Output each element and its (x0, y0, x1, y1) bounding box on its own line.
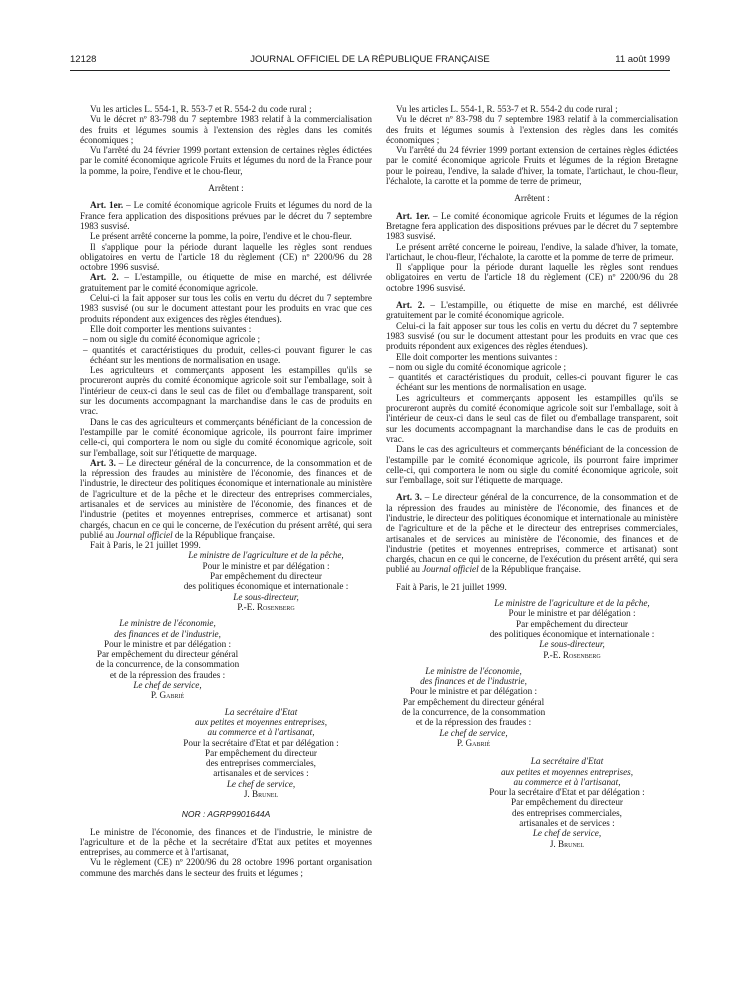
visa: Vu le décret nº 83-798 du 7 septembre 1983 relatif à la commercialisation des fruits et légumes soumis à l'extension des règles dans les comités économiques ; (80, 114, 372, 145)
article-label: Art. 1er. (396, 210, 430, 221)
signature-block-pme: La secrétaire d'Etat aux petites et moyennes entreprises, au commerce et à l'artisanat, Pour la secrétaire d'Etat et par délégation : Par empêchement du directeur des entreprises commerciales, artisanales et de services : Le chef de service, J. Brunel (150, 707, 372, 800)
article-2: Art. 2. – L'estampille, ou étiquette de mise en marché, est délivrée gratuitement par le comité économique agricole. (80, 272, 372, 293)
issue-date: 11 août 1999 (615, 54, 670, 65)
paragraph: Celui-ci la fait apposer sur tous les colis en vertu du décret du 7 septembre 1983 susvisé (ou sur le document attestant pour les produits en vrac que ces produits répondent aux exigences des règles étendues). (386, 320, 678, 352)
paragraph: Le présent arrêté concerne la pomme, la poire, l'endive et le chou-fleur. (90, 231, 352, 242)
paragraph: Le présent arrêté concerne le poireau, l'endive, la salade d'hiver, la tomate, l'artichaut, le chou-fleur, l'échalote, la carotte et la pomme de terre de primeur. (386, 241, 678, 262)
signature-block-economie: Le ministre de l'économie, des finances et de l'industrie, Pour le ministre et par délégation : Par empêchement du directeur général de la concurrence, de la consommation et de la répression des fraudes : Le chef de service, P. Gabrié (80, 618, 255, 700)
list-item: – nom ou sigle du comité économique agricole ; (80, 334, 372, 344)
signature-block-agriculture: Le ministre de l'agriculture et de la pêche, Pour le ministre et par délégation : Par empêchement du directeur des politiques économique et internationale : Le sous-directeur, P.-E. Rosenberg (466, 598, 678, 660)
fait-a-paris: Fait à Paris, le 21 juillet 1999. (90, 540, 201, 551)
visa: Vu le décret nº 83-798 du 7 septembre 1983 relatif à la commercialisation des fruits et légumes soumis à l'extension des règles dans les comités économiques ; (386, 114, 678, 145)
signature-block-agriculture: Le ministre de l'agriculture et de la pêche, Pour le ministre et par délégation : Par empêchement du directeur des politiques économique et internationale : Le sous-directeur, P.-E. Rosenberg (160, 550, 372, 612)
paragraph: Il s'applique pour la période durant laquelle les règles sont rendues obligatoires en vertu de l'article 18 du règlement (CE) nº 2200/96 du 28 octobre 1996 susvisé. (386, 262, 678, 293)
left-column (80, 104, 372, 878)
signature-block-economie: Le ministre de l'économie, des finances et de l'industrie, Pour le ministre et par délégation : Par empêchement du directeur général de la concurrence, de la consommation et de la répression des fraudes : Le chef de service, P. Gabrié (386, 666, 561, 748)
article-2: Art. 2. – L'estampille, ou étiquette de mise en marché, est délivrée gratuitement par le comité économique agricole. (386, 300, 678, 321)
arretent-heading: Arrêtent : (208, 183, 244, 194)
signatory-name: P. Gabrié (150, 690, 185, 701)
signatory-name: P. Gabrié (456, 737, 491, 748)
article-label: Art. 1er. (90, 200, 124, 211)
paragraph: Les agriculteurs et commerçants apposent les estampilles qu'ils se procureront auprès du comité économique agricole soit sur l'emballage, soit à l'intérieur de ceux-ci dans le seul cas de filet ou d'emballage transparent, soit sur les documents accompagnant la marchandise dans le cas de produits en vrac. (80, 365, 372, 417)
fait-a-paris: Fait à Paris, le 21 juillet 1999. (396, 581, 507, 592)
article-1: Art. 1er. – Le comité économique agricole Fruits et légumes du nord de la France fera application des dispositions prévues par le décret du 7 septembre 1983 susvisé. (80, 200, 373, 231)
page-number: 12128 (70, 54, 97, 65)
list-item: – nom ou sigle du comité économique agricole ; (386, 362, 678, 372)
list-item: – quantités et caractéristiques du produit, celles-ci pouvant figurer le cas échéant sur les mentions de normalisation en usage. (80, 345, 372, 366)
article-3: Art. 3. – Le directeur général de la concurrence, de la consommation et de la répression des fraudes au ministère de l'économie, des finances et de l'industrie, le directeur des politiques économique et internationale au ministère de l'agriculture et de la pêche et le directeur des entreprises commerciales, artisanales et de services au ministère de l'économie, des finances et de l'industrie (petites et moyennes entreprises, commerce et artisanat) sont chargés, chacun en ce qui le concerne, de l'exécution du présent arrêté, qui sera publié au Journal officiel de la République française. (386, 492, 678, 575)
paragraph: Les agriculteurs et commerçants apposent les estampilles qu'ils se procureront auprès du comité économique agricole soit sur l'emballage, soit à l'intérieur de ceux-ci dans le seul cas de filet ou d'emballage transparent, soit sur les documents accompagnant la marchandise dans le cas de produits en vrac. (386, 392, 678, 444)
paragraph: Dans le cas des agriculteurs et commerçants bénéficiant de la concession de l'estampille par le comité économique agricole, ils pourront faire imprimer celle-ci, qui comportera le nom ou sigle du comité économique agricole, soit sur l'emballage, soit sur l'étiquette de marquage. (386, 444, 678, 486)
header-rule (70, 70, 670, 71)
list-item: – quantités et caractéristiques du produit, celles-ci pouvant figurer le cas échéant sur les mentions de normalisation en usage. (386, 372, 678, 393)
article-1: Art. 1er. – Le comité économique agricole Fruits et légumes de la région Bretagne fera application des dispositions prévues par le décret du 7 septembre 1983 susvisé. (386, 210, 678, 242)
paragraph: Celui-ci la fait apposer sur tous les colis en vertu du décret du 7 septembre 1983 susvisé (ou sur le document attestant pour les produits en vrac que ces produits répondent aux exigences des règles étendues). (80, 293, 372, 324)
arretent-heading: Arrêtent : (514, 193, 550, 204)
paragraph: Elle doit comporter les mentions suivantes : (90, 323, 252, 334)
visa: Vu les articles L. 554-1, R. 553-7 et R. 554-2 du code rural ; (90, 104, 312, 114)
visa: Vu l'arrêté du 24 février 1999 portant extension de certaines règles édictées par le comité économique agricole Fruits et légumes de la région Bretagne pour le poireau, l'endive, la salade d'hiver, la tomate, l'artichaut, le chou-fleur, l'échalote, la carotte et la pomme de terre de primeur, (386, 145, 678, 187)
signatory-name: P.-E. Rosenberg (543, 649, 601, 660)
journal-title: JOURNAL OFFICIEL DE LA RÉPUBLIQUE FRANÇAISE (250, 54, 490, 65)
signature-block-pme: La secrétaire d'Etat aux petites et moyennes entreprises, au commerce et à l'artisanat, Pour la secrétaire d'Etat et par délégation : Par empêchement du directeur des entreprises commerciales, artisanales et de services : Le chef de service, J. Brunel (456, 756, 678, 849)
signatory-name: J. Brunel (549, 838, 585, 849)
signatory-name: P.-E. Rosenberg (237, 601, 295, 612)
page-header (70, 54, 670, 70)
article-label: Art. 2. (90, 272, 119, 283)
article-label: Art. 3. (90, 457, 116, 468)
paragraph: Il s'applique pour la période durant laquelle les règles sont rendues obligatoires en vertu de l'article 18 du règlement (CE) nº 2200/96 du 28 octobre 1996 susvisé. (80, 241, 372, 273)
article-3: Art. 3. – Le directeur général de la concurrence, de la consommation et de la répression des fraudes au ministère de l'économie, des finances et de l'industrie, le directeur des politiques économique et internationale au ministère de l'agriculture et de la pêche et le directeur des entreprises commerciales, artisanales et de services au ministère de l'économie, des finances et de l'industrie (petites et moyennes entreprises, commerce et artisanat) sont chargés, chacun en ce qui le concerne, de l'exécution du présent arrêté, qui sera publié au Journal officiel de la République française. (80, 457, 372, 540)
nor-reference: NOR : AGRP9901644A (181, 809, 271, 820)
visa: Vu l'arrêté du 24 février 1999 portant extension de certaines règles édictées par le comité économique agricole Fruits et légumes du nord de la France pour la pomme, la poire, l'endive et le chou-fleur, (80, 145, 372, 176)
right-column (386, 104, 678, 849)
paragraph: Le ministre de l'économie, des finances et de l'industrie, le ministre de l'agriculture et de la pêche et la secrétaire d'Etat aux petites et moyennes entreprises, au commerce et à l'artisanat, (80, 826, 372, 858)
paragraph: Vu le règlement (CE) nº 2200/96 du 28 octobre 1996 portant organisation commune des marchés dans le secteur des fruits et légumes ; (80, 857, 372, 878)
visa: Vu les articles L. 554-1, R. 553-7 et R. 554-2 du code rural ; (396, 104, 618, 114)
signatory-name: J. Brunel (243, 789, 279, 799)
paragraph: Dans le cas des agriculteurs et commerçants bénéficiant de la concession de l'estampille par le comité économique agricole, ils pourront faire imprimer celle-ci, qui comportera le nom ou sigle du comité économique agricole, soit sur l'emballage, soit sur l'étiquette de marquage. (80, 416, 372, 458)
article-label: Art. 2. (396, 300, 425, 311)
mentions-list (80, 334, 372, 365)
article-label: Art. 3. (396, 492, 422, 503)
paragraph: Elle doit comporter les mentions suivantes : (396, 351, 558, 362)
mentions-list (386, 362, 678, 393)
